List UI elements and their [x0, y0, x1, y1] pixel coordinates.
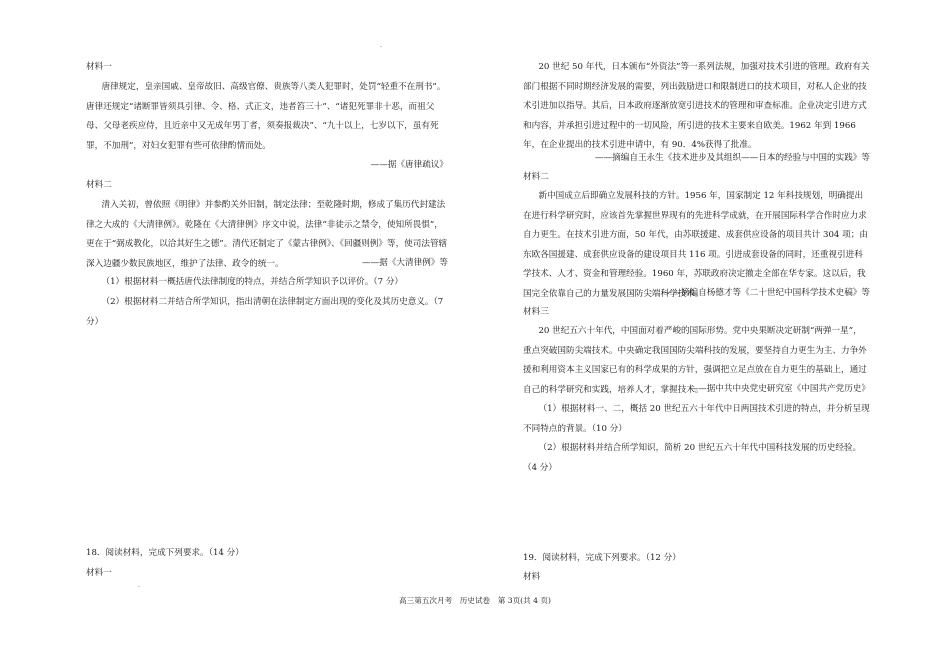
material-1-source: ——摘编自王永生《技术进步及其组织——日本的经验与中国的实践》等 [594, 153, 870, 163]
scan-dot: · [138, 584, 140, 591]
left-column [86, 0, 448, 600]
material-2-source: ——摘编自杨德才等《二十世纪中国科学技术史稿》等 [663, 288, 870, 298]
material-2-source: ——据《大清律例》等 [362, 258, 448, 268]
material-1-heading: 材料一 [86, 62, 112, 72]
material-2-heading: 材料二 [86, 180, 112, 190]
material-2-heading: 材料二 [523, 172, 549, 182]
material-3-source: ——据中共中央党史研究室《中国共产党历史》 [689, 384, 870, 394]
question-18-title: 18．阅读材料，完成下列要求。（14 分） [86, 548, 244, 558]
material-2-text: 清入关初，曾依照《明律》并参酌关外旧制，制定法律；至乾隆时期，修成了集历代封建法律之大成的《大清律例》。乾隆在《大清律例》序文中说，法律“非徒示之禁令，使知所畏惧”，更在于“弼成教化，以洽其好生之德”。清代还制定了《蒙古律例》、《回疆则例》等，使司法管辖深入边疆少数民族地区，维护了法律、政令的统一。 [86, 200, 448, 269]
right-column [523, 0, 870, 600]
question-19-title: 19．阅读材料，完成下列要求。（12 分） [523, 553, 681, 563]
scan-dot: · [380, 44, 382, 51]
question-1: （1）根据材料一、二，概括 20 世纪五六十年代中日两国技术引进的特点，并分析呈现不同特点的背景。（10 分） [523, 404, 870, 434]
question-2: （2）根据材料二并结合所学知识，指出清朝在法律制定方面出现的变化及其历史意义。（7 分） [86, 297, 444, 327]
material-1-text: 唐律规定，皇亲国戚、皇帝故旧、高级官僚、贵族等八类人犯罪时，处罚“轻重不在刑书”。唐律还规定“诸断罪皆须具引律、令、格、式正文，违者笞三十”、“诸犯死罪非十恶，而祖父母、父母老疾应侍，且近亲中又无成年男丁者，须奏报裁决”、“九十以上，七岁以下，虽有死罪，不加刑”，对妇女犯罪有些可依律酌情而处。 [86, 82, 446, 151]
material-1-text-cont: 20 世纪 50 年代，日本颁布“外资法”等一系列法规，加强对技术引进的管理。政府有关部门根据不同时期经济发展的需要，列出鼓励进口和限制进口的技术项目，对私人企业的技术引进加以指导。其后，日本政府逐渐放宽引进技术的管理和审查标准。企业决定引进方式和内容，并承担引进过程中的一切风险，所引进的技术主要来自欧美。1962 年到 1966 年，在企业提出的技术引进申请中，有 90．4%获得了批准。 [523, 62, 870, 151]
material-1-source: ——据《唐律疏议》 [370, 160, 448, 170]
material-3-text: 20 世纪五六十年代，中国面对着严峻的国际形势。党中央果断决定研制“两弹一星”，重点突破国防尖端技术。中央确定我国国防尖端科技的发展，要坚持自力更生为主、力争外援和利用资本主义国家已有的科学成果的方针，强调把立足点放在自力更生的基础上，通过自己的科学研究和实践，培养人才，掌握技术。 [523, 326, 867, 395]
material-3-heading: 材料三 [523, 307, 549, 317]
question-1: （1）根据材料一概括唐代法律制度的特点，并结合所学知识予以评价。（7 分） [101, 277, 404, 287]
question-18-material-1: 材料一 [86, 568, 112, 578]
page-footer: 高三第五次月考 历史试卷 第 3页(共 4 页) [399, 596, 551, 605]
material-2-text: 新中国成立后即确立发展科技的方针。1956 年，国家制定 12 年科技规划，明确提出在进行科学研究时，应该首先掌握世界现有的先进科学成就，在开展国际科学合作时应力求自力更生。在技术引进方面，50 年代，由苏联援建、成套供应设备的项目共计 304 项；由东欧各国援建、成套供应设备的建设项目共 116 项。引进成套设备的同时，还重视引进科学技术、人才、资金和管理经验。1960 年，苏联政府决定撤走全部在华专家。这以后，我国完全依靠自己的力量发展国防尖端科学技术。 [523, 191, 868, 299]
question-2: （2）根据材料并结合所学知识，简析 20 世纪五六十年代中国科技发展的历史经验。（4 分） [523, 443, 862, 473]
question-19-material: 材料 [523, 572, 541, 582]
